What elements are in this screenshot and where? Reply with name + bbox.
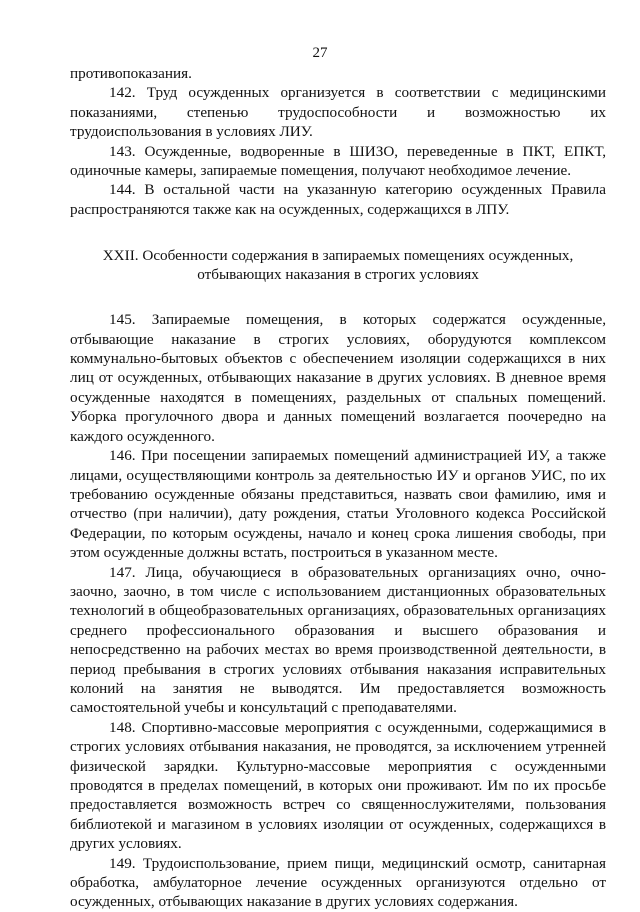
paragraph-142: 142. Труд осужденных организуется в соответствии с медицинскими показаниями, степенью трудоспособности и возможностью их трудоиспользования в условиях ЛИУ. [70, 84, 606, 141]
section-heading-line-1: XXII. Особенности содержания в запираемых помещениях осужденных, [102, 247, 574, 265]
section-heading-line-2: отбывающих наказания в строгих условиях [197, 266, 479, 284]
paragraph-145: 145. Запираемые помещения, в которых содержатся осужденные, отбывающие наказание в строгих условиях, оборудуются комплексом коммунально-бытовых объектов с обеспечением изоляции содержащихся в них лиц от осужденных, отбывающих наказание в других условиях. В дневное время осужденные находятся в помещениях, раздельных от спальных помещений. Уборка прогулочного двора и данных помещений возлагается поочередно на каждого осужденного. [70, 311, 606, 445]
page-number: 27 [312, 45, 328, 61]
paragraph-144: 144. В остальной части на указанную категорию осужденных Правила распространяются также как на осужденных, содержащихся в ЛПУ. [70, 181, 606, 218]
continuation-paragraph: противопоказания. [70, 65, 192, 82]
paragraphs-after-heading [70, 310, 606, 912]
paragraph-149: 149. Трудоиспользование, прием пищи, медицинский осмотр, санитарная обработка, амбулаторное лечение осужденных организуются отдельно от осужденных, отбывающих наказание в других условиях содержания. [70, 854, 606, 911]
paragraph-148: 148. Спортивно-массовые мероприятия с осужденными, содержащимися в строгих условиях отбывания наказания, не проводятся, за исключением утренней физической зарядки. Культурно-массовые мероприятия с осужденными проводятся в пределах помещений, в которых они проживают. Им по их просьбе предоставляется возможность встреч со священнослужителями, пользования библиотекой и магазином в условиях изоляции от осужденных, содержащихся в других условиях. [70, 718, 606, 853]
paragraph-147: 147. Лица, обучающиеся в образовательных организациях очно, очно-заочно, заочно, в том числе с использованием дистанционных образовательных технологий в общеобразовательных организациях, образовательных организациях среднего профессионального образования и высшего образования и непосредственно на рабочих местах во время производственной деятельности, в период пребывания в строгих условиях отбывания наказания исправительных колоний на занятия не выводятся. Им предоставляется возможность самостоятельной учебы и консультаций с преподавателями. [70, 563, 606, 717]
paragraph-143: 143. Осужденные, водворенные в ШИЗО, переведенные в ПКТ, ЕПКТ, одиночные камеры, запираемые помещения, получают необходимое лечение. [70, 142, 606, 180]
paragraphs-before-heading [70, 64, 606, 219]
paragraph-146: 146. При посещении запираемых помещений администрацией ИУ, а также лицами, осуществляющими контроль за деятельностью ИУ и органов УИС, по их требованию осужденные обязаны представиться, назвать свои фамилию, имя и отчество (при наличии), дату рождения, статьи Уголовного кодекса Российской Федерации, по которым осуждены, начало и конец срока лишения свободы, при этом осужденные должны встать, построиться в указанном месте. [70, 447, 606, 562]
document-body [70, 64, 606, 912]
section-heading [70, 246, 606, 284]
